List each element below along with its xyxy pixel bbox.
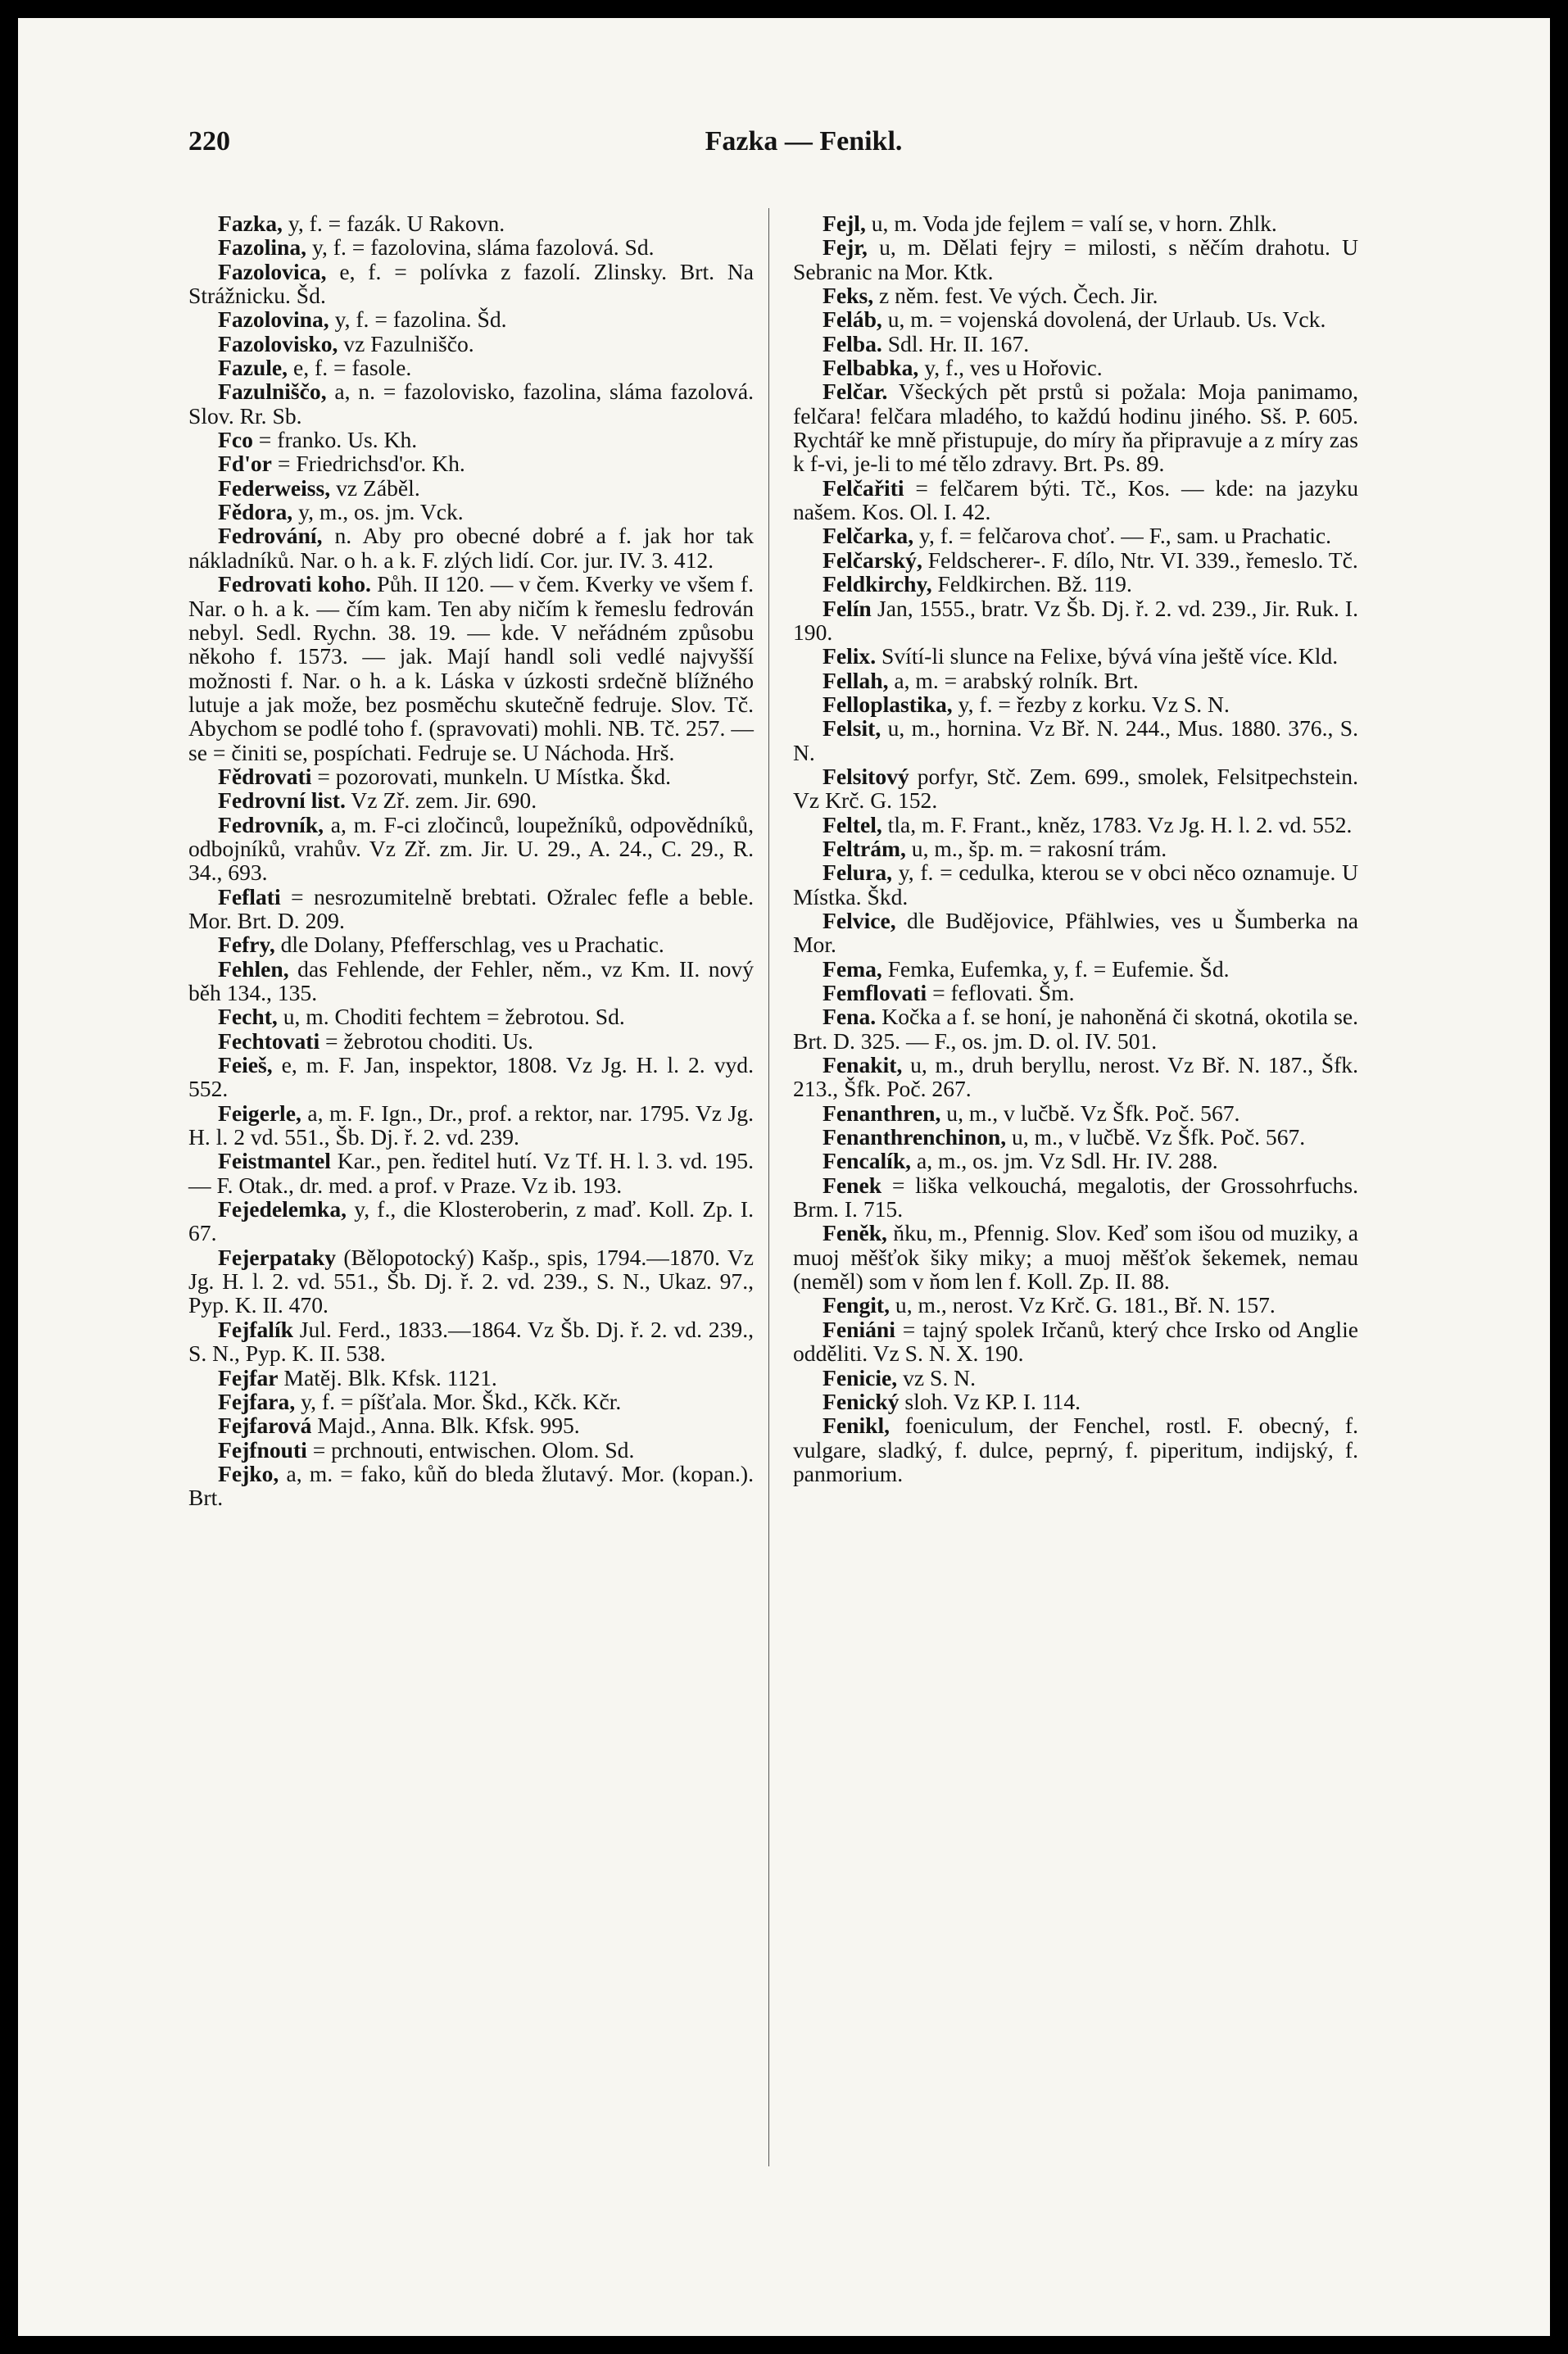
dictionary-entry bbox=[793, 548, 1358, 572]
entry-headword: Fecht, bbox=[218, 1004, 278, 1030]
entry-text: y, f. = řezby z korku. Vz S. N. bbox=[952, 691, 1230, 717]
entry-headword: Feldkirchy, bbox=[823, 571, 932, 597]
dictionary-entry bbox=[793, 1366, 1358, 1390]
dictionary-entry bbox=[793, 235, 1358, 283]
entry-headword: Feláb, bbox=[823, 306, 882, 333]
entry-text: foeniculum, der Fenchel, rostl. F. obecný, f. vulgare, sladký, f. dulce, peprný, f. piperitum, indijský, f. panmorium. bbox=[793, 1413, 1358, 1486]
entry-headword: Fazolovisko, bbox=[218, 330, 338, 356]
entry-headword: Felín bbox=[823, 595, 872, 621]
dictionary-entry bbox=[793, 332, 1358, 356]
entry-text: u, m., v lučbě. Vz Šfk. Poč. 567. bbox=[940, 1100, 1240, 1126]
entry-text: = felčarem býti. Tč., Kos. — kde: na jazyku našem. Kos. Ol. I. 42. bbox=[793, 474, 1358, 525]
dictionary-entry bbox=[793, 909, 1358, 957]
right-column bbox=[793, 211, 1358, 1485]
dictionary-entry bbox=[188, 957, 754, 1005]
entry-text: u, m. Dělati fejry = milosti, s něčím drahotu. U Sebranic na Mor. Ktk. bbox=[793, 234, 1358, 284]
entry-headword: Fenicie, bbox=[823, 1364, 898, 1390]
dictionary-entry bbox=[188, 500, 754, 524]
entry-headword: Felčařiti bbox=[823, 474, 904, 501]
entry-headword: Fejfara, bbox=[218, 1388, 296, 1414]
left-column bbox=[188, 211, 754, 1510]
entry-headword: Fedrovní list. bbox=[218, 787, 346, 814]
dictionary-entry bbox=[793, 379, 1358, 475]
dictionary-entry bbox=[793, 813, 1358, 837]
entry-headword: Feltrám, bbox=[823, 835, 906, 861]
dictionary-entry bbox=[188, 1245, 754, 1318]
entry-headword: Fejfar bbox=[218, 1364, 279, 1390]
page-number: 220 bbox=[188, 126, 230, 156]
dictionary-entry bbox=[188, 932, 754, 956]
entry-text: a, m. = arabský rolník. Brt. bbox=[888, 667, 1139, 693]
dictionary-entry bbox=[793, 1125, 1358, 1149]
entry-headword: Fejfalík bbox=[218, 1316, 293, 1342]
entry-headword: Fengit, bbox=[823, 1292, 890, 1318]
entry-text: e, f. = fasole. bbox=[288, 355, 412, 381]
dictionary-entry bbox=[793, 476, 1358, 524]
dictionary-entry bbox=[188, 788, 754, 812]
entry-headword: Felčarský, bbox=[823, 547, 922, 573]
entry-text: u, m. Choditi fechtem = žebrotou. Sd. bbox=[277, 1004, 625, 1030]
entry-text: = žebrotou choditi. Us. bbox=[319, 1027, 533, 1054]
entry-headword: Fejl, bbox=[823, 211, 866, 236]
dictionary-entry bbox=[188, 1318, 754, 1366]
dictionary-entry bbox=[793, 1413, 1358, 1485]
entry-text: u, m. = vojenská dovolená, der Urlaub. Us. Vck. bbox=[881, 306, 1326, 333]
entry-text: a, n. = fazolovisko, fazolina, sláma fazolová. Slov. Rr. Sb. bbox=[188, 379, 754, 429]
entry-headword: Fejfarová bbox=[218, 1413, 312, 1439]
entry-headword: Fedrování, bbox=[218, 523, 323, 549]
dictionary-entry bbox=[793, 307, 1358, 331]
dictionary-entry bbox=[188, 1101, 754, 1150]
entry-headword: Fenikl, bbox=[823, 1413, 890, 1439]
entry-headword: Felloplastika, bbox=[823, 691, 953, 717]
entry-headword: Feniáni bbox=[823, 1316, 895, 1342]
entry-headword: Fědora, bbox=[218, 499, 293, 525]
entry-headword: Fědrovati bbox=[218, 763, 312, 789]
entry-headword: Fema, bbox=[823, 955, 882, 982]
dictionary-entry bbox=[188, 1005, 754, 1028]
entry-headword: Felsit, bbox=[823, 715, 881, 742]
entry-text: e, m. F. Jan, inspektor, 1808. Vz Jg. H. l. 2. vyd. 552. bbox=[188, 1052, 754, 1102]
entry-text: Majd., Anna. Blk. Kfsk. 995. bbox=[311, 1413, 580, 1439]
dictionary-entry bbox=[793, 1390, 1358, 1413]
entry-headword: Fefry, bbox=[218, 932, 275, 958]
entry-text: y, f. = píšťala. Mor. Škd., Kčk. Kčr. bbox=[295, 1388, 622, 1414]
dictionary-entry bbox=[793, 1318, 1358, 1366]
entry-text: = tajný spolek Irčanů, který chce Irsko od Anglie odděliti. Vz S. N. X. 190. bbox=[793, 1316, 1358, 1367]
dictionary-entry bbox=[188, 1462, 754, 1510]
dictionary-entry bbox=[188, 260, 754, 308]
dictionary-entry bbox=[188, 1438, 754, 1462]
dictionary-entry bbox=[793, 1221, 1358, 1293]
entry-text: a, m., os. jm. Vz Sdl. Hr. IV. 288. bbox=[911, 1148, 1218, 1174]
entry-text: z něm. fest. Ve vých. Čech. Jir. bbox=[873, 283, 1158, 309]
entry-text: = prchnouti, entwischen. Olom. Sd. bbox=[306, 1436, 635, 1463]
entry-headword: Feks, bbox=[823, 283, 874, 309]
entry-headword: Fazule, bbox=[218, 355, 288, 381]
dictionary-entry bbox=[793, 1053, 1358, 1101]
dictionary-entry bbox=[793, 283, 1358, 307]
dictionary-entry bbox=[188, 307, 754, 331]
entry-headword: Fenanthren, bbox=[823, 1100, 941, 1126]
dictionary-entry bbox=[793, 692, 1358, 716]
dictionary-entry bbox=[188, 451, 754, 475]
dictionary-entry bbox=[188, 524, 754, 572]
entry-headword: Felba. bbox=[823, 330, 882, 356]
dictionary-entry bbox=[188, 813, 754, 885]
entry-headword: Fencalík, bbox=[823, 1148, 912, 1174]
entry-headword: Fedrovati koho. bbox=[218, 571, 371, 597]
entry-headword: Felix. bbox=[823, 643, 877, 669]
entry-headword: Fellah, bbox=[823, 667, 889, 693]
entry-text: u, m., druh beryllu, nerost. Vz Bř. N. 187., Šfk. 213., Šfk. Poč. 267. bbox=[793, 1052, 1358, 1102]
dictionary-entry bbox=[188, 1149, 754, 1197]
entry-text: y, f. = fazolina. Šd. bbox=[329, 306, 507, 333]
entry-text: y, m., os. jm. Vck. bbox=[292, 499, 464, 525]
dictionary-entry bbox=[188, 885, 754, 933]
entry-text: a, m. F-ci zločinců, loupežníků, odpovědníků, odbojníků, vrahův. Vz Zř. zm. Jir. U. 29., A. 24., C. 29., R. 34., 693. bbox=[188, 811, 754, 886]
entry-text: das Fehlende, der Fehler, něm., vz Km. II. nový běh 134., 135. bbox=[188, 955, 754, 1005]
entry-text: tla, m. F. Frant., kněz, 1783. Vz Jg. H. l. 2. vd. 552. bbox=[881, 811, 1353, 837]
entry-headword: Felvice, bbox=[823, 907, 896, 933]
dictionary-entry bbox=[188, 572, 754, 764]
dictionary-entry bbox=[793, 957, 1358, 981]
dictionary-entry bbox=[188, 1053, 754, 1101]
dictionary-entry bbox=[793, 981, 1358, 1005]
entry-headword: Fenický bbox=[823, 1388, 900, 1414]
entry-text: a, m. F. Ign., Dr., prof. a rektor, nar. 1795. Vz Jg. H. l. 2 vd. 551., Šb. Dj. ř. 2. vd. 239. bbox=[188, 1100, 754, 1150]
entry-headword: Felsitový bbox=[823, 763, 909, 789]
dictionary-entry bbox=[188, 1029, 754, 1053]
entry-text: = pozorovati, munkeln. U Místka. Škd. bbox=[311, 763, 672, 789]
dictionary-entry bbox=[793, 1101, 1358, 1125]
entry-headword: Felčarka, bbox=[823, 523, 914, 549]
entry-text: Matěj. Blk. Kfsk. 1121. bbox=[278, 1364, 497, 1390]
entry-text: u, m. Voda jde fejlem = valí se, v horn. Zhlk. bbox=[865, 211, 1277, 236]
page bbox=[18, 18, 1550, 2336]
entry-headword: Fenanthrenchinon, bbox=[823, 1124, 1007, 1150]
dictionary-entry bbox=[188, 379, 754, 428]
dictionary-entry bbox=[188, 476, 754, 500]
dictionary-entry bbox=[188, 1197, 754, 1245]
dictionary-entry bbox=[793, 356, 1358, 379]
dictionary-entry bbox=[793, 644, 1358, 668]
dictionary-entry bbox=[188, 332, 754, 356]
entry-text: Jan, 1555., bratr. Vz Šb. Dj. ř. 2. vd. 239., Jir. Ruk. I. 190. bbox=[793, 595, 1358, 645]
entry-headword: Federweiss, bbox=[218, 474, 331, 501]
entry-text: Půh. II 120. — v čem. Kverky ve všem f. Nar. o h. a k. — čím kam. Ten aby ničím k řemeslu fedrován nebyl. Sedl. Rychn. 38. 19. — kde. V neřádném způsobu někoho f. 1573. — jak. Mají handl soli vedlé najvyšší možnosti f. Nar. o h. a k. Láska v úzkosti srdečně blížného lutuje a jak može, bez posměchu skutečně fedruje. Slov. Tč. Abychom se podlé toho f. (spravovati) mohli. NB. Tč. 257. — se = činiti se, pospíchati. Fedruje se. U Náchoda. Hrš. bbox=[188, 571, 754, 765]
dictionary-entry bbox=[188, 235, 754, 259]
entry-headword: Feigerle, bbox=[218, 1100, 301, 1126]
dictionary-entry bbox=[188, 1413, 754, 1437]
entry-text: = nesrozumitelně brebtati. Ožralec fefle a beble. Mor. Brt. D. 209. bbox=[188, 883, 754, 933]
entry-text: Všeckých pět prstů si požala: Moja panimamo, felčara! felčara mladého, to každú hodinu jiného. Sš. P. 605. Rychtář ke mně přistupuje, do míry ňa připravuje a z míry zas k f-vi, je-li to mé tělo zdravy. Brt. Ps. 89. bbox=[793, 379, 1358, 477]
dictionary-entry bbox=[793, 764, 1358, 813]
dictionary-entry bbox=[188, 211, 754, 235]
entry-headword: Fazulniščo, bbox=[218, 379, 327, 405]
entry-text: u, m., hornina. Vz Bř. N. 244., Mus. 1880. 376., S. N. bbox=[793, 715, 1358, 765]
entry-headword: Femflovati bbox=[823, 980, 927, 1005]
dictionary-entry bbox=[188, 1390, 754, 1413]
entry-text: n. Aby pro obecné dobré a f. jak hor tak nákladníků. Nar. o h. a k. F. zlých lidí. Cor. jur. IV. 3. 412. bbox=[188, 523, 754, 573]
entry-text: Svítí-li slunce na Felixe, bývá vína ještě více. Kld. bbox=[876, 643, 1339, 669]
dictionary-entry bbox=[188, 356, 754, 379]
entry-text: porfyr, Stč. Zem. 699., smolek, Felsitpechstein. Vz Krč. G. 152. bbox=[793, 763, 1358, 814]
dictionary-entry bbox=[793, 1293, 1358, 1317]
entry-headword: Fazolina, bbox=[218, 234, 307, 261]
entry-text: dle Dolany, Pfefferschlag, ves u Prachatic. bbox=[274, 932, 664, 958]
entry-text: = liška velkouchá, megalotis, der Grossohrfuchs. Brm. I. 715. bbox=[793, 1172, 1358, 1222]
dictionary-entry bbox=[188, 1366, 754, 1390]
entry-headword: Fedrovník, bbox=[218, 811, 324, 837]
entry-text: e, f. = polívka z fazolí. Zlinsky. Brt. Na Strážnicku. Šd. bbox=[188, 258, 754, 309]
dictionary-entry bbox=[793, 837, 1358, 860]
dictionary-entry bbox=[793, 596, 1358, 645]
entry-headword: Feněk, bbox=[823, 1220, 887, 1246]
dictionary-entry bbox=[793, 716, 1358, 764]
dictionary-entry bbox=[793, 669, 1358, 692]
entry-text: y, f. = fazolovina, sláma fazolová. Sd. bbox=[306, 234, 655, 261]
dictionary-entry bbox=[793, 1149, 1358, 1172]
entry-text: = franko. Us. Kh. bbox=[252, 427, 418, 453]
dictionary-entry bbox=[793, 524, 1358, 547]
entry-text: sloh. Vz KP. I. 114. bbox=[899, 1388, 1081, 1414]
entry-text: ňku, m., Pfennig. Slov. Keď som išou od muziky, a muoj měšťok šiky miky; a muoj měšťok šekemek, nemau (neměl) som v ňom len f. Koll. Zp. II. 88. bbox=[793, 1220, 1358, 1295]
dictionary-entry bbox=[793, 211, 1358, 235]
entry-text: Jul. Ferd., 1833.—1864. Vz Šb. Dj. ř. 2. vd. 239., S. N., Pyp. K. II. 538. bbox=[188, 1316, 754, 1367]
entry-text: dle Budějovice, Pfählwies, ves u Šumberka na Mor. bbox=[793, 907, 1358, 958]
entry-text: y, f. = felčarova choť. — F., sam. u Prachatic. bbox=[913, 523, 1332, 549]
running-head: Fazka — Fenikl. bbox=[705, 126, 903, 156]
entry-headword: Fazolovica, bbox=[218, 258, 327, 284]
dictionary-entry bbox=[188, 428, 754, 451]
entry-text: y, f., ves u Hořovic. bbox=[918, 355, 1103, 381]
dictionary-entry bbox=[793, 1173, 1358, 1222]
entry-text: Kočka a f. se honí, je nahoněná či skotná, okotila se. Brt. D. 325. — F., os. jm. D. ol. IV. 501. bbox=[793, 1004, 1358, 1054]
entry-text: vz Fazulniščo. bbox=[338, 330, 474, 356]
entry-text: Kar., pen. ředitel hutí. Vz Tf. H. l. 3. vd. 195. — F. Otak., dr. med. a prof. v Praze. Vz ib. 193. bbox=[188, 1148, 754, 1198]
dictionary-entry bbox=[793, 860, 1358, 909]
entry-headword: Fejerpataky bbox=[218, 1244, 337, 1270]
dictionary-entry bbox=[793, 572, 1358, 596]
entry-text: u, m., v lučbě. Vz Šfk. Poč. 567. bbox=[1006, 1124, 1306, 1150]
entry-headword: Feieš, bbox=[218, 1052, 273, 1078]
entry-headword: Felčar. bbox=[823, 379, 888, 405]
entry-text: Femka, Eufemka, y, f. = Eufemie. Šd. bbox=[881, 955, 1230, 982]
entry-headword: Felura, bbox=[823, 860, 893, 886]
entry-text: (Bělopotocký) Kašp., spis, 1794.—1870. Vz Jg. H. l. 2. vd. 551., Šb. Dj. ř. 2. vd. 239., S. N., Ukaz. 97., Pyp. K. II. 470. bbox=[188, 1244, 754, 1318]
entry-headword: Fd'or bbox=[218, 451, 272, 477]
entry-text: vz Záběl. bbox=[330, 474, 420, 501]
entry-text: Feldscherer-. F. dílo, Ntr. VI. 339., řemeslo. Tč. bbox=[922, 547, 1358, 573]
entry-headword: Felbabka, bbox=[823, 355, 919, 381]
entry-headword: Fenakit, bbox=[823, 1052, 903, 1078]
entry-text: Vz Zř. zem. Jir. 690. bbox=[345, 787, 537, 814]
entry-headword: Fazka, bbox=[218, 211, 283, 236]
entry-text: y, f., die Klosteroberin, z maď. Koll. Zp. I. 67. bbox=[188, 1196, 754, 1246]
entry-headword: Fejr, bbox=[823, 234, 868, 261]
entry-headword: Fejedelemka, bbox=[218, 1196, 347, 1222]
entry-text: = Friedrichsd'or. Kh. bbox=[271, 451, 465, 477]
entry-text: Feldkirchen. Bž. 119. bbox=[931, 571, 1132, 597]
dictionary-entry bbox=[793, 1005, 1358, 1053]
page-header bbox=[188, 126, 1419, 159]
entry-text: y, f. = fazák. U Rakovn. bbox=[282, 211, 505, 236]
entry-text: a, m. = fako, kůň do bleda žlutavý. Mor. (kopan.). Brt. bbox=[188, 1460, 754, 1511]
entry-text: Sdl. Hr. II. 167. bbox=[881, 330, 1030, 356]
entry-headword: Feflati bbox=[218, 883, 281, 909]
entry-text: y, f. = cedulka, kterou se v obci něco oznamuje. U Místka. Škd. bbox=[793, 860, 1358, 909]
entry-headword: Fena. bbox=[823, 1004, 877, 1030]
entry-headword: Feltel, bbox=[823, 811, 882, 837]
entry-headword: Feistmantel bbox=[218, 1148, 331, 1174]
entry-headword: Fco bbox=[218, 427, 253, 453]
entry-text: u, m., nerost. Vz Krč. G. 181., Bř. N. 157. bbox=[890, 1292, 1276, 1318]
entry-headword: Fazolovina, bbox=[218, 306, 329, 333]
entry-headword: Fechtovati bbox=[218, 1027, 320, 1054]
entry-headword: Fejfnouti bbox=[218, 1436, 307, 1463]
column-divider bbox=[768, 208, 769, 2166]
entry-headword: Fehlen, bbox=[218, 955, 289, 982]
entry-headword: Fenek bbox=[823, 1172, 882, 1198]
dictionary-entry bbox=[188, 764, 754, 788]
entry-headword: Fejko, bbox=[218, 1460, 279, 1486]
entry-text: u, m., šp. m. = rakosní trám. bbox=[905, 835, 1167, 861]
entry-text: = feflovati. Šm. bbox=[927, 980, 1075, 1005]
entry-text: vz S. N. bbox=[897, 1364, 976, 1390]
